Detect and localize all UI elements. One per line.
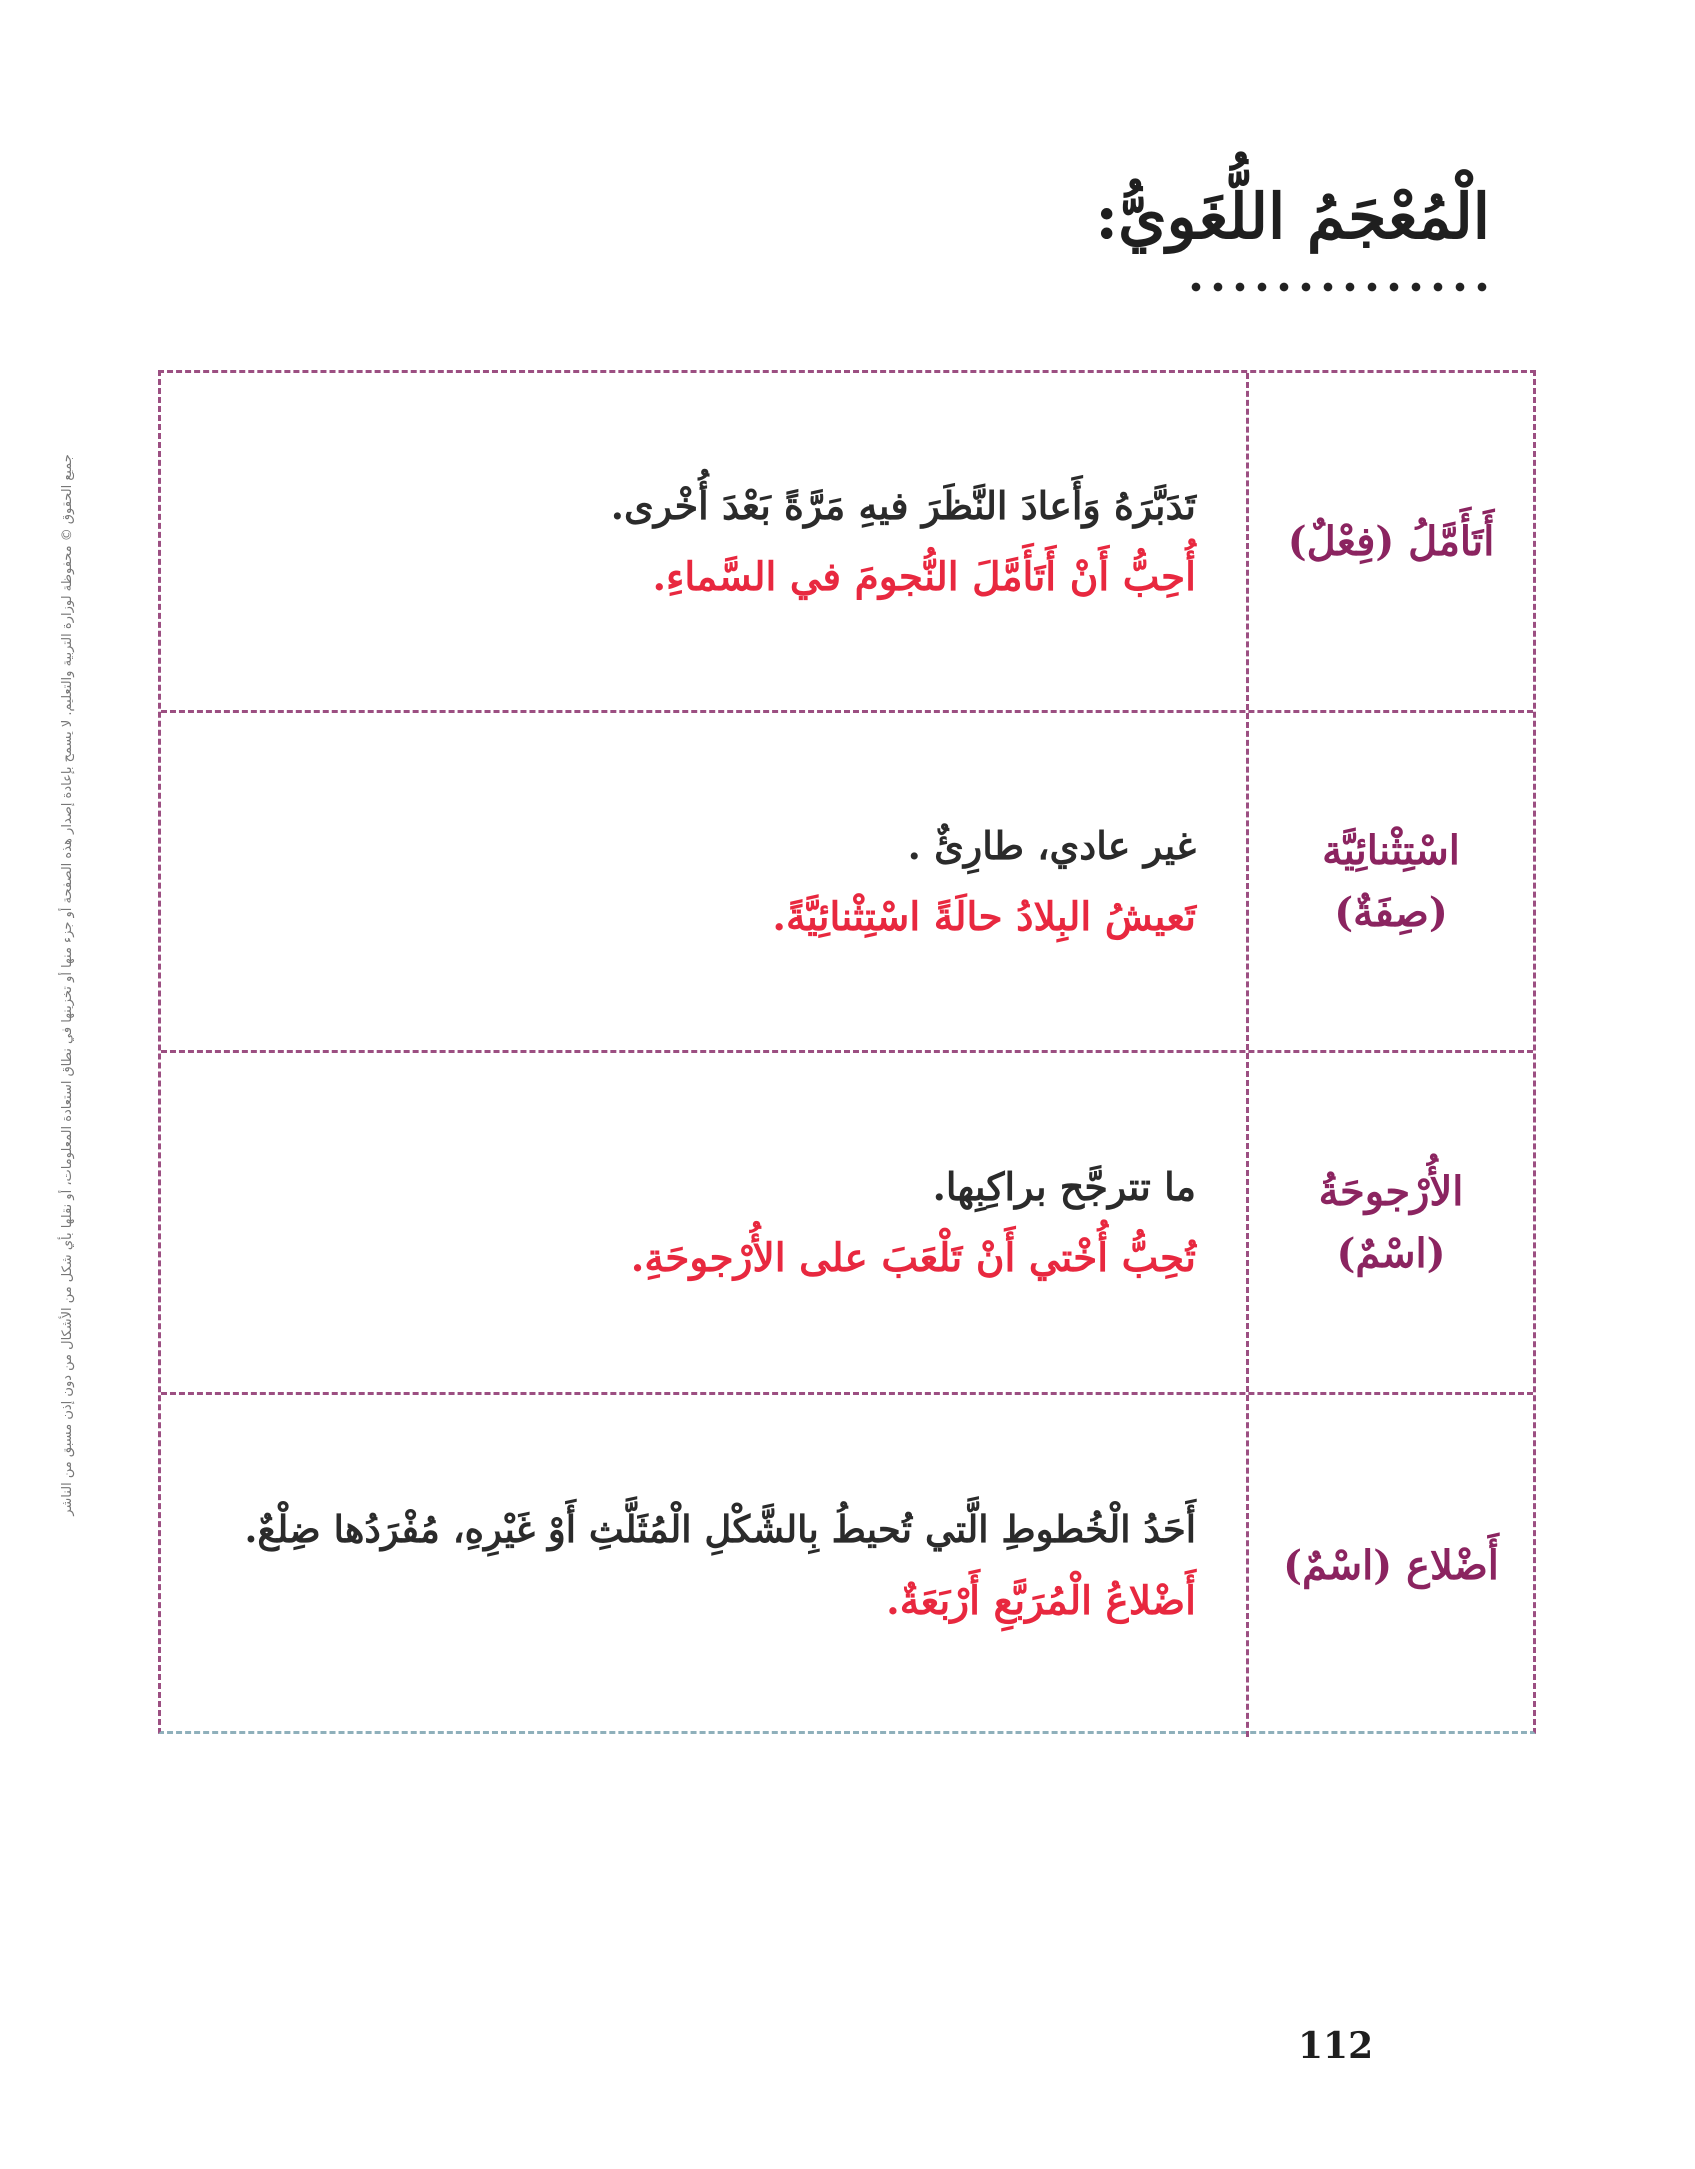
page-number: 112 [1298, 2025, 1374, 2067]
copyright-notice: جميع الحقوق © محفوظة لوزارة التربية والتعليم. لا يسمح بإعادة إصدار هذه الصفحة أو جزء منها أو تخزينها في نطاق استعادة المعلومات، أو نقلها بأي شكل من الأشكال من دون إذن مسبق من الناشر [60, 454, 75, 1516]
vocabulary-definition: أَحَدُ الْخُطوطِ الَّتي تُحيطُ بِالشَّكْلِ الْمُثَلَّثِ أَوْ غَيْرِهِ، مُفْرَدُها ضِلْعٌ. [244, 1507, 1196, 1551]
vocabulary-word: اسْتِثْنائِيَّة (صِفَةٌ) [1322, 826, 1460, 936]
vocabulary-definition-cell [161, 713, 1246, 1050]
vocabulary-definition: غير عادي، طارِئٌ . [907, 822, 1196, 868]
vocabulary-word-cell [1246, 1053, 1533, 1392]
vocabulary-definition: تَدَبَّرَهُ وَأَعادَ النَّظَرَ فيهِ مَرَّةً بَعْدَ أُخْرى. [610, 482, 1196, 528]
vocabulary-word-cell [1246, 713, 1533, 1050]
vocabulary-definition-cell [161, 1053, 1246, 1392]
vocabulary-word: أَتَأَمَّلُ (فِعْلٌ) [1287, 517, 1495, 565]
page-title: الْمُعْجَمُ اللُّغَويُّ: [1095, 180, 1490, 253]
vocabulary-word: الأُرْجوحَةُ (اسْمٌ) [1318, 1167, 1464, 1277]
title-dotted-underline [1185, 280, 1495, 294]
vocabulary-row [161, 1395, 1533, 1737]
vocabulary-word-cell [1246, 1395, 1533, 1737]
vocabulary-word: أَضْلاع (اسْمٌ) [1283, 1542, 1499, 1589]
vocabulary-definition-cell [161, 373, 1246, 710]
vocabulary-example: أُحِبُّ أَنْ أَتَأَمَّلَ النُّجومَ في السَّماءِ. [652, 553, 1196, 600]
vocabulary-row [161, 1053, 1533, 1395]
vocabulary-example: تُحِبُّ أُخْتي أَنْ تَلْعَبَ على الأُرْجوحَةِ. [630, 1234, 1196, 1281]
vocabulary-word-cell [1246, 373, 1533, 710]
vocabulary-definition: ما تترجَّح براكِبِها. [932, 1163, 1196, 1209]
vocabulary-example: أَضْلاعُ الْمُرَبَّعِ أَرْبَعَةٌ. [886, 1577, 1196, 1624]
vocabulary-row [161, 713, 1533, 1053]
vocabulary-table [158, 370, 1536, 1734]
vocabulary-example: تَعيشُ البِلادُ حالَةً اسْتِثْنائِيَّةً. [772, 893, 1196, 940]
vocabulary-definition-cell [161, 1395, 1246, 1737]
vocabulary-row [161, 373, 1533, 713]
